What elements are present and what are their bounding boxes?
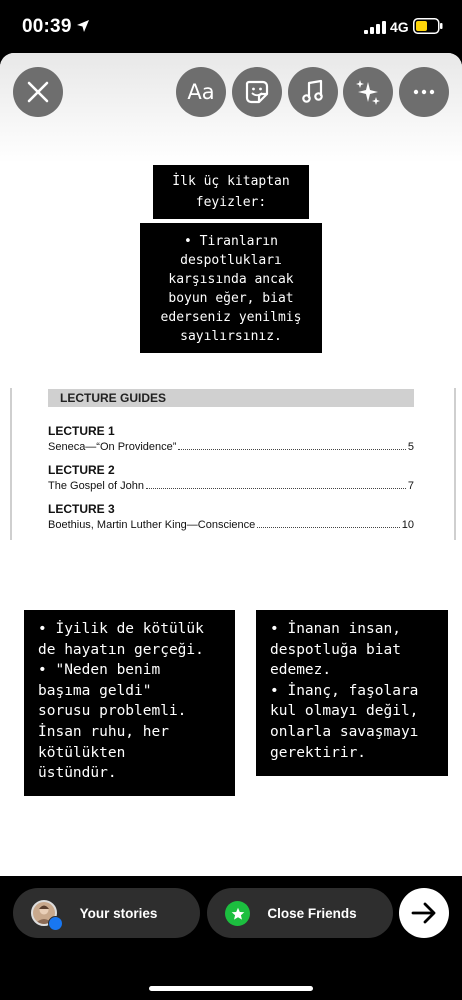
lecture-title: LECTURE 3 <box>48 502 115 516</box>
sticker-icon <box>244 79 270 105</box>
document-header: LECTURE GUIDES <box>48 389 414 407</box>
top-shade <box>0 53 462 163</box>
close-friends-label: Close Friends <box>267 905 357 921</box>
more-options-button[interactable] <box>399 67 449 117</box>
music-button[interactable] <box>288 67 338 117</box>
document-excerpt[interactable] <box>10 388 456 540</box>
network-type: 4G <box>390 19 409 35</box>
caption-tyrants[interactable]: • Tiranların despotlukları karşısında ancak boyun eğer, biat ederseniz yenilmiş sayılırsınız. <box>140 223 322 353</box>
arrow-right-icon <box>411 902 437 924</box>
dot-leader <box>146 488 406 489</box>
lecture-text: Seneca—“On Providence” <box>48 441 177 453</box>
story-canvas[interactable] <box>0 53 462 876</box>
status-time: 00:39 <box>22 16 72 37</box>
battery-icon <box>413 18 443 34</box>
dot-leader <box>257 527 399 528</box>
your-stories-button[interactable] <box>13 888 200 938</box>
close-button[interactable] <box>13 67 63 117</box>
lecture-page: 5 <box>407 441 414 453</box>
lecture-entry-2 <box>48 463 414 492</box>
status-bar <box>0 0 462 52</box>
lecture-title: LECTURE 2 <box>48 463 115 477</box>
lecture-text: Boethius, Martin Luther King—Conscience <box>48 519 256 531</box>
star-icon <box>231 907 245 921</box>
lecture-page: 7 <box>407 480 414 492</box>
music-note-icon <box>301 79 325 105</box>
sparkles-icon <box>354 78 382 106</box>
star-badge <box>225 901 250 926</box>
lecture-title: LECTURE 1 <box>48 424 115 438</box>
more-dots-icon <box>413 89 435 95</box>
close-icon <box>27 81 49 103</box>
sticker-button[interactable] <box>232 67 282 117</box>
lecture-entry-1 <box>48 424 414 453</box>
caption-faith[interactable]: • İnanan insan, despotluğa biat edemez. • İnanç, faşolara kul olmayı değil, onlarla savaşmayı gerektirir. <box>256 610 448 776</box>
lecture-entry-3 <box>48 502 414 531</box>
send-button[interactable] <box>399 888 449 938</box>
dot-leader <box>178 449 405 450</box>
cellular-signal-icon <box>364 21 386 34</box>
close-friends-button[interactable] <box>207 888 393 938</box>
caption-title[interactable]: İlk üç kitaptan feyizler: <box>153 165 309 219</box>
home-indicator[interactable] <box>149 986 313 991</box>
caption-good-evil[interactable]: • İyilik de kötülük de hayatın gerçeği. • "Neden benim başıma geldi" sorusu problemli. İnsan ruhu, her kötülükten üstündür. <box>24 610 235 796</box>
lecture-page: 10 <box>401 519 414 531</box>
text-tool-button[interactable]: Aa <box>176 67 226 117</box>
effects-button[interactable] <box>343 67 393 117</box>
lecture-text: The Gospel of John <box>48 480 145 492</box>
share-bar <box>0 876 462 1000</box>
facebook-badge-icon <box>48 916 63 931</box>
location-arrow-icon <box>76 19 90 33</box>
your-stories-label: Your stories <box>79 905 158 921</box>
